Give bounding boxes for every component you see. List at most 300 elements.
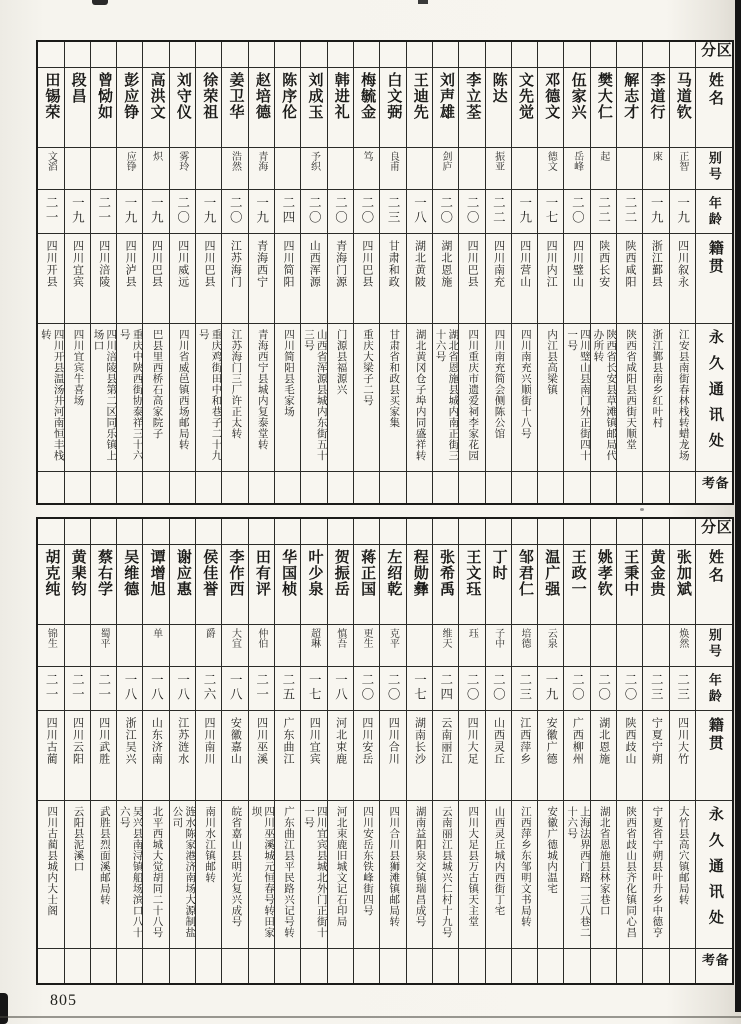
person-qufen-cell [65,519,90,545]
person-column [669,519,695,983]
person-remark-cell [617,472,642,503]
person-native-place: 四川宜宾 [308,717,321,765]
person-name: 彭应铮 [122,72,139,120]
person-address: 云南丽江县城兴仁村十九号 [440,806,452,938]
person-age: 二三 [386,196,401,225]
person-remark-cell [117,949,142,983]
row-header-column [695,42,732,503]
person-native-place: 四川巴县 [466,240,479,288]
person-alias: 超琳 [308,628,320,648]
person-qufen-cell [143,519,168,545]
header-address: 永久通讯处 [706,806,723,935]
person-qufen-cell [117,42,142,68]
person-column [485,519,511,983]
person-address: 湖南益阳泉交镇瑞昌成号 [414,806,426,927]
person-column [38,519,63,983]
person-native-place: 四川巴县 [203,240,216,288]
person-age: 二二 [622,196,637,225]
person-column [642,42,668,503]
person-alias: 正智 [676,151,688,171]
person-address: 四川南充兴顺街十八号 [519,329,531,439]
person-native-place: 四川云阳 [71,717,84,765]
person-alias: 蜀平 [97,628,109,648]
person-native-place: 四川武胜 [97,717,110,765]
person-qufen-cell [38,519,63,545]
person-column [353,519,379,983]
scan-artifact [418,0,428,4]
person-address: 四川涪陵县第二区同乐镇上场口 [92,329,117,461]
person-qufen-cell [196,519,221,545]
person-alias: 大宜 [229,628,241,648]
person-alias: 焕然 [676,628,688,648]
person-remark-cell [433,472,458,503]
person-qufen-cell [407,519,432,545]
person-age: 一七 [412,673,427,702]
person-address: 重庆大梁子二号 [361,329,373,406]
person-native-place: 甘肃和政 [387,240,400,288]
person-address: 四川南充简会侧陈公馆 [493,329,505,439]
person-native-place: 四川涪陵 [97,240,110,288]
person-address: 河北束鹿旧城文记石印局 [335,806,347,927]
person-remark-cell [407,472,432,503]
person-alias: 振亚 [492,151,504,171]
person-name: 伍家兴 [569,72,586,120]
person-remark-cell [117,472,142,503]
person-age: 一九 [675,196,690,225]
person-remark-cell [38,949,63,983]
person-alias: 维天 [440,628,452,648]
person-remark-cell [354,472,379,503]
person-qufen-cell [538,42,563,68]
person-native-place: 云南丽江 [439,717,452,765]
person-qufen-cell [538,519,563,545]
person-address: 大竹县高穴镇邮局转 [677,806,689,905]
person-native-place: 四川南充 [492,240,505,288]
person-column [274,42,300,503]
person-column [274,519,300,983]
person-age: 二〇 [175,196,190,225]
person-alias: 仲伯 [255,628,267,648]
person-qufen-cell [301,519,326,545]
person-remark-cell [591,472,616,503]
person-name: 叶少泉 [306,549,323,597]
person-name: 丁时 [490,549,507,581]
header-alias: 别号 [706,151,722,183]
person-column [195,519,221,983]
person-address: 陕西省歧山县齐化镇同心昌 [625,806,637,938]
person-alias: 雾玲 [176,151,188,171]
person-alias: 更生 [361,628,373,648]
person-address: 北平西城大觉胡同二十八号 [151,806,163,938]
person-column [379,42,405,503]
scan-artifact [0,1016,741,1018]
person-qufen-cell [380,42,405,68]
person-remark-cell [275,949,300,983]
person-alias: 良甫 [387,151,399,171]
person-name: 樊大仁 [595,72,612,120]
person-name: 吴维德 [122,549,139,597]
person-remark-cell [433,949,458,983]
person-native-place: 广东曲江 [281,717,294,765]
person-column [90,42,116,503]
person-name: 邹君仁 [516,549,533,597]
person-age: 一七 [544,196,559,225]
person-qufen-cell [564,42,589,68]
person-column [406,42,432,503]
person-age: 二〇 [228,196,243,225]
person-qufen-cell [407,42,432,68]
person-age: 一九 [70,196,85,225]
person-alias: 炽 [150,151,162,161]
person-name: 段昌 [69,72,86,104]
person-native-place: 安徽广德 [545,717,558,765]
person-remark-cell [170,472,195,503]
person-address: 吴兴县南浔镇船场滨口八十六号 [118,806,143,938]
person-name: 赵培德 [253,72,270,120]
person-alias: 慎吾 [334,628,346,648]
person-column [458,519,484,983]
person-age: 一九 [517,196,532,225]
header-native: 籍贯 [706,240,723,276]
person-address: 上海法界西门路一三八巷二十六号 [566,806,590,938]
person-age: 一九 [649,196,664,225]
person-address: 甘肃省和政县买家集 [388,329,400,428]
person-address: 内江县高梁镇 [546,329,558,395]
person-native-place: 广西柳州 [571,717,584,765]
person-alias: 子中 [492,628,504,648]
person-remark-cell [91,949,116,983]
person-native-place: 湖北黄陂 [413,240,426,288]
person-native-place: 湖南长沙 [413,717,426,765]
person-address: 湖北黄冈仓子埠内同盛祥转 [414,329,426,461]
person-qufen-cell [459,519,484,545]
person-qufen-cell [275,42,300,68]
person-name: 韩进礼 [332,72,349,120]
person-age: 二〇 [622,673,637,702]
person-native-place: 四川营山 [518,240,531,288]
person-qufen-cell [617,42,642,68]
header-name: 姓名 [706,549,723,585]
person-remark-cell [538,472,563,503]
person-name: 高洪文 [148,72,165,120]
person-address: 南川水江镇邮转 [204,806,216,883]
person-qufen-cell [222,42,247,68]
person-qufen-cell [670,519,695,545]
person-remark-cell [249,472,274,503]
person-address: 巴县里西桥石高家院子 [151,329,163,439]
person-qufen-cell [486,42,511,68]
person-column [142,42,168,503]
person-native-place: 四川巴县 [150,240,163,288]
person-native-place: 四川内江 [545,240,558,288]
person-name: 谭增旭 [148,549,165,597]
person-qufen-cell [354,519,379,545]
person-age: 一九 [254,196,269,225]
person-name: 梅毓金 [359,72,376,120]
person-remark-cell [275,472,300,503]
person-column [90,519,116,983]
person-age: 二一 [44,673,59,702]
person-age: 一七 [307,673,322,702]
person-alias: 笃 [361,151,373,161]
person-column [616,42,642,503]
person-alias: 克平 [387,628,399,648]
person-qufen-cell [143,42,168,68]
person-address: 涟水陈家港济南场大源制盐公司 [171,806,196,938]
person-age: 二二 [491,196,506,225]
person-address: 四川大足县万古镇天主堂 [467,806,479,927]
person-native-place: 四川威远 [176,240,189,288]
person-name: 李道行 [648,72,665,120]
person-name: 徐荣祖 [201,72,218,120]
person-column [195,42,221,503]
row-header-column [695,519,732,983]
person-name: 马道钦 [674,72,691,120]
person-name: 王政一 [569,549,586,597]
person-age: 一八 [228,673,243,702]
person-qufen-cell [170,42,195,68]
person-address: 江安县南街春林栈转蜡龙场 [677,329,689,461]
person-alias: 起 [597,151,609,161]
person-name: 刘成玉 [306,72,323,120]
person-name: 王文珏 [464,549,481,597]
person-age: 二一 [96,196,111,225]
person-column [248,42,274,503]
person-column [169,519,195,983]
person-address: 湖北省恩施县林家巷口 [598,806,610,916]
person-qufen-cell [591,42,616,68]
header-native: 籍贯 [706,717,723,753]
person-alias: 锦生 [45,628,57,648]
person-age: 二〇 [333,196,348,225]
person-qufen-cell [459,42,484,68]
person-qufen-cell [512,519,537,545]
person-age: 二〇 [570,196,585,225]
person-age: 二〇 [438,196,453,225]
person-native-place: 四川合川 [387,717,400,765]
person-age: 二〇 [465,196,480,225]
person-remark-cell [328,949,353,983]
person-remark-cell [143,472,168,503]
person-name: 温广强 [543,549,560,597]
person-age: 二〇 [359,673,374,702]
person-name: 谢应惠 [174,549,191,597]
page-number: 805 [50,992,77,1009]
person-native-place: 安徽嘉山 [229,717,242,765]
person-column [300,519,326,983]
person-remark-cell [486,472,511,503]
person-age: 二〇 [596,673,611,702]
person-address: 江苏海门三厂许正太转 [230,329,242,439]
person-remark-cell [143,949,168,983]
person-age: 一八 [175,673,190,702]
person-native-place: 湖北恩施 [439,240,452,288]
person-qufen-cell [564,519,589,545]
person-address: 宁夏省宁朔县叶升乡中德亨 [651,806,663,938]
person-name: 蒋正国 [359,549,376,597]
person-address: 四川璧山县南门外正街四十一号 [566,329,590,461]
person-name: 陈序伦 [280,72,297,120]
person-name: 侯佳誉 [201,549,218,597]
person-remark-cell [407,949,432,983]
person-remark-cell [301,472,326,503]
person-name: 蔡右学 [95,549,112,597]
person-remark-cell [249,949,274,983]
person-column [537,42,563,503]
person-remark-cell [222,949,247,983]
person-remark-cell [196,472,221,503]
person-column [300,42,326,503]
header-age: 年龄 [706,196,722,228]
person-age: 二〇 [386,673,401,702]
person-native-place: 宁夏宁朔 [650,717,663,765]
person-native-place: 四川巫溪 [255,717,268,765]
person-qufen-cell [354,42,379,68]
header-age: 年龄 [706,673,722,705]
person-qufen-cell [170,519,195,545]
person-age: 一九 [123,196,138,225]
person-native-place: 浙江鄞县 [650,240,663,288]
person-address: 皖省嘉山县明光复兴成号 [230,806,242,927]
person-age: 二二 [596,196,611,225]
person-alias: 爵 [203,628,215,638]
person-address: 湖北省恩施县城内南正街三十六号 [434,329,459,461]
person-age: 二一 [70,673,85,702]
person-column [616,519,642,983]
person-native-place: 河北束鹿 [334,717,347,765]
person-native-place: 四川叙永 [676,240,689,288]
person-name: 姚孝钦 [595,549,612,597]
person-age: 一九 [544,673,559,702]
person-column [406,519,432,983]
person-qufen-cell [249,42,274,68]
person-name: 李作西 [227,549,244,597]
directory-table-top [36,40,734,505]
person-native-place: 山西浑源 [308,240,321,288]
person-name: 王秉中 [622,549,639,597]
person-name: 白文弼 [385,72,402,120]
person-column [485,42,511,503]
person-column [590,519,616,983]
person-name: 邓德文 [543,72,560,120]
person-qufen-cell [249,519,274,545]
person-age: 二五 [280,673,295,702]
person-address: 四川简阳县毛家场 [283,329,295,417]
person-remark-cell [459,949,484,983]
person-remark-cell [512,949,537,983]
person-address: 武胜县烈面溪邮局转 [98,806,110,905]
person-remark-cell [617,949,642,983]
person-age: 二〇 [491,673,506,702]
person-native-place: 四川宜宾 [71,240,84,288]
person-address: 四川省威邑镇西场邮局转 [177,329,189,450]
person-column [379,519,405,983]
person-age: 二一 [254,673,269,702]
person-alias: 文滔 [45,151,57,171]
person-name: 刘守仪 [174,72,191,120]
person-remark-cell [380,472,405,503]
person-age: 一九 [201,196,216,225]
person-qufen-cell [196,42,221,68]
person-native-place: 山东济南 [150,717,163,765]
person-age: 二四 [280,196,295,225]
scan-artifact [92,0,108,5]
person-address: 四川合川县狮滩镇邮局转 [388,806,400,927]
person-remark-cell [354,949,379,983]
person-native-place: 湖北恩施 [597,717,610,765]
person-qufen-cell [301,42,326,68]
person-native-place: 四川简阳 [281,240,294,288]
person-column [353,42,379,503]
person-remark-cell [564,949,589,983]
person-age: 二〇 [307,196,322,225]
header-remark: 备考 [700,953,729,969]
person-remark-cell [591,949,616,983]
person-remark-cell [170,949,195,983]
person-alias: 青海 [255,151,267,171]
person-age: 二〇 [465,673,480,702]
person-age: 二三 [517,673,532,702]
header-address: 永久通讯处 [706,329,723,458]
header-name: 姓名 [706,72,723,108]
person-qufen-cell [117,519,142,545]
header-qufen: 区分 [699,519,731,537]
person-name: 贺振岳 [332,549,349,597]
person-age: 二四 [438,673,453,702]
person-column [669,42,695,503]
person-alias: 剑庐 [440,151,452,171]
person-remark-cell [486,949,511,983]
person-native-place: 山西灵丘 [492,717,505,765]
person-native-place: 四川南川 [203,717,216,765]
person-qufen-cell [38,42,63,68]
person-address: 青海西宁县城内复泰堂转 [256,329,268,450]
scan-artifact [640,508,644,511]
person-native-place: 青海西宁 [255,240,268,288]
person-age: 二一 [44,196,59,225]
person-address: 云阳县泥溪口 [72,806,84,872]
person-column [116,42,142,503]
person-column [432,519,458,983]
person-native-place: 四川巴县 [360,240,373,288]
person-name: 张希禹 [438,549,455,597]
person-remark-cell [91,472,116,503]
person-name: 黄金贵 [648,549,665,597]
person-age: 二〇 [570,673,585,702]
person-column [327,519,353,983]
person-name: 华国桢 [280,549,297,597]
person-remark-cell [512,472,537,503]
person-qufen-cell [91,42,116,68]
person-qufen-cell [643,42,668,68]
person-address: 陕西省咸阳县西街天顺堂 [625,329,637,450]
person-address: 浙江鄞县南乡红叶村 [651,329,663,428]
person-remark-cell [65,949,90,983]
person-age: 二〇 [359,196,374,225]
person-remark-cell [38,472,63,503]
person-column [537,519,563,983]
person-address: 四川开县温汤井河南恒丰栈转 [39,329,64,461]
person-address: 四川宜宾县城北外门正街十一号 [302,806,327,938]
person-qufen-cell [328,519,353,545]
person-qufen-cell [591,519,616,545]
person-age: 一九 [149,196,164,225]
person-qufen-cell [222,519,247,545]
person-age: 二三 [649,673,664,702]
person-address: 重庆鸡街田中和巷子二十九号 [197,329,222,461]
person-column [248,519,274,983]
person-address: 四川宜宾牛喜场 [72,329,84,406]
